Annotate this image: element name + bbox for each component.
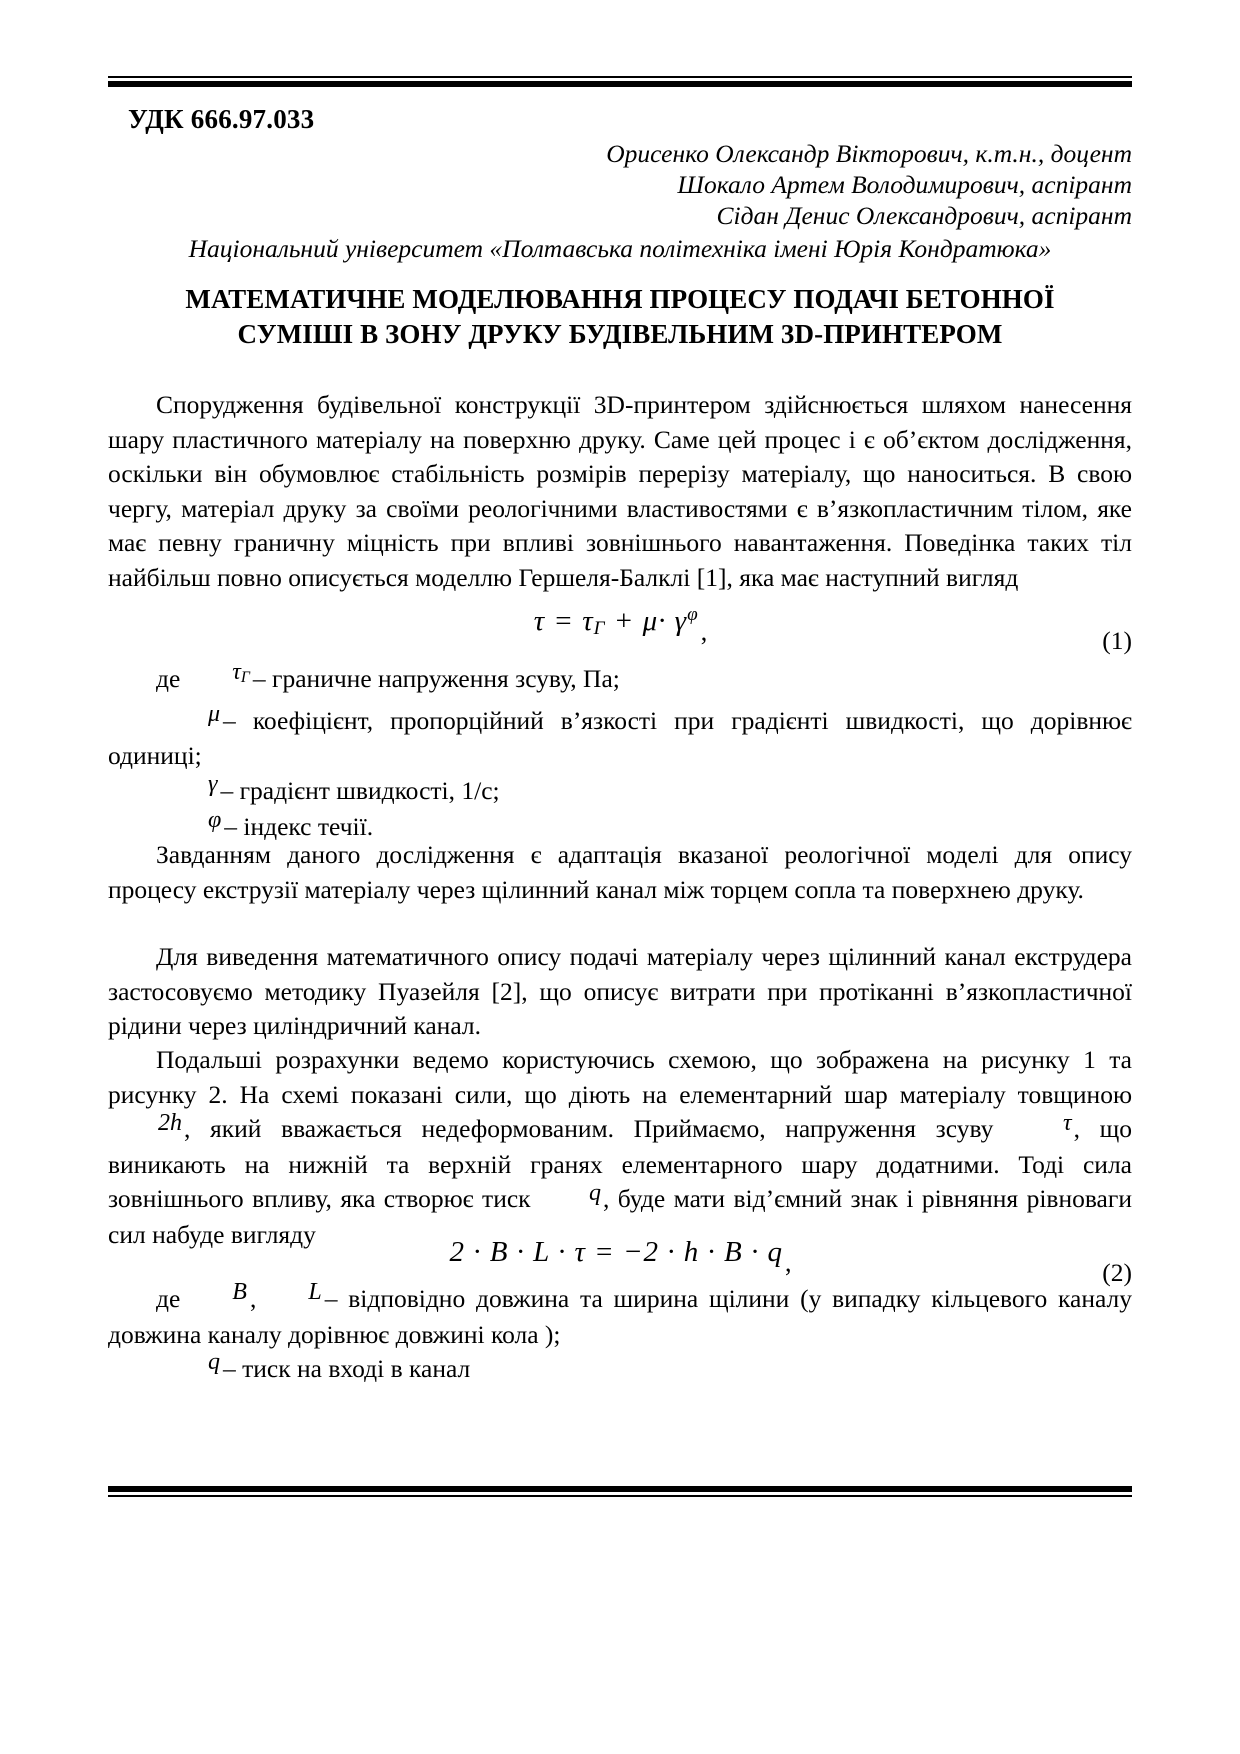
definition-tau-g	[108, 659, 1132, 704]
paragraph-intro: Спорудження будівельної конструкції 3D-принтером здійснюється шляхом нанесення шару пластичного матеріалу на поверхню друку. Саме цей процес і є об’єктом дослідження, оскільки він обумовлює стабільність розмірів перерізу матеріалу, що наноситься. В свою чергу, матеріал друку за своїми реологічними властивостями є в’язкопластичним тілом, яке має певну граничну міцність при впливі зовнішнього навантаження. Поведінка таких тіл найбільш повно описується моделлю Гершеля-Балклі [1], яка має наступний вигляд	[108, 390, 1132, 592]
equation-1-row	[108, 604, 1132, 655]
definition-mu	[108, 700, 1132, 774]
eq1-mu: μ	[642, 604, 659, 637]
definition-bl	[108, 1279, 1132, 1352]
header-rule-top	[108, 76, 1132, 87]
author-line-3: Сідан Денис Олександрович, аспірант	[716, 201, 1132, 230]
inline-symbol-two-h: 2h	[158, 1110, 182, 1137]
page-title	[108, 282, 1132, 352]
author-block	[108, 138, 1132, 264]
title-line-1: МАТЕМАТИЧНЕ МОДЕЛЮВАННЯ ПРОЦЕСУ ПОДАЧІ БЕТОННОЇ	[185, 284, 1055, 314]
definition-mu-text: – коефіцієнт, пропорційний в’язкості при градієнті швидкості, що дорівнює одиниці;	[108, 705, 1132, 771]
equation-1-body	[108, 604, 1132, 646]
definition-de-label: де	[156, 664, 181, 693]
inline-symbol-q: q	[588, 1180, 601, 1207]
equation-2-body	[108, 1236, 1132, 1277]
definition-gamma	[108, 770, 1132, 810]
eq1-rhs-tau-sub: Γ	[593, 618, 606, 640]
eq1-equals: =	[553, 604, 574, 637]
paragraph-scheme	[108, 1043, 1132, 1253]
affiliation-line: Національний університет «Полтавська політехніка імені Юрія Кондратюка»	[188, 234, 1052, 263]
definition-bl-comma: ,	[249, 1284, 257, 1313]
author-line-1: Орисенко Олександр Вікторович, к.т.н., доцент	[606, 139, 1132, 168]
definition-tau-g-text: – граничне напруження зсуву, Па;	[252, 664, 620, 693]
definition-q	[108, 1349, 1132, 1388]
paragraph-intro-wrap	[108, 388, 1132, 596]
equation-2-row	[108, 1236, 1132, 1287]
definition-gamma-text: – градієнт швидкості, 1/с;	[220, 775, 500, 805]
symbol-phi: φ	[208, 806, 222, 833]
eq1-plus: +	[613, 604, 635, 637]
scheme-text-a: Подальші розрахунки ведемо користуючись схемою, що зображена на рисунку 1 та рисунку 2. На схемі показані сили, що діють на елементарний шар матеріалу товщиною	[108, 1045, 1132, 1109]
symbol-mu: μ	[208, 700, 221, 727]
eq1-gamma: γ	[674, 604, 688, 637]
equation-2-number: (2)	[1102, 1258, 1132, 1287]
eq1-gamma-sup: φ	[687, 604, 699, 625]
symbol-tau: τ	[232, 659, 241, 685]
footer-rule-thin-line	[108, 1495, 1132, 1497]
definition-bl-de-label: де	[156, 1284, 181, 1313]
inline-symbol-tau: τ	[1063, 1110, 1072, 1137]
paragraph-task-wrap	[108, 838, 1132, 907]
eq2-expression: 2 · B · L · τ = −2 · h · B · q	[449, 1236, 784, 1268]
paragraph-method: Для виведення математичного опису подачі матеріалу через щілинний канал екструдера застосовуємо методику Пуазейля [2], що описує витрати при протіканні в’язкопластичної рідини через циліндричний канал.	[108, 942, 1132, 1041]
paragraph-task: Завданням даного дослідження є адаптація вказаної реологічної моделі для опису процесу екструзії матеріалу через щілинний канал між торцем сопла та поверхнею друку.	[108, 840, 1132, 904]
symbol-b: B	[232, 1279, 247, 1305]
author-line-2: Шокало Артем Володимирович, аспірант	[677, 170, 1132, 199]
symbol-tau-gamma	[180, 655, 253, 696]
definition-bl-text: – відповідно довжина та ширина щілини (у випадку кільцевого каналу довжина каналу дорівнює довжині кола );	[108, 1284, 1132, 1349]
symbol-tau-subscript: Γ	[240, 669, 250, 687]
symbol-q: q	[208, 1349, 220, 1376]
rule-thick-line	[108, 81, 1132, 87]
definitions-block-1	[108, 659, 1132, 845]
symbol-l: L	[308, 1279, 322, 1305]
eq1-comma: ,	[700, 616, 709, 646]
eq1-rhs-tau: τ	[582, 604, 594, 637]
eq1-dot: ·	[658, 604, 667, 637]
title-line-2: СУМІШІ В ЗОНУ ДРУКУ БУДІВЕЛЬНИМ 3D-ПРИНТЕРОМ	[237, 319, 1003, 349]
eq1-lhs: τ	[533, 604, 546, 637]
symbol-gamma: γ	[208, 770, 218, 797]
definition-phi-text: – індекс течії.	[224, 811, 374, 841]
equation-1-number: (1)	[1102, 626, 1132, 655]
udk-code: УДК 666.97.033	[128, 104, 315, 134]
eq2-comma: ,	[785, 1248, 793, 1277]
scheme-text-c: , що виникають на нижній та верхній гранях елементарного шару додатними. Тоді сила зовнішнього впливу, яка створює тиск	[108, 1114, 1132, 1214]
definitions-block-2	[108, 1279, 1132, 1388]
paragraph-scheme-wrap	[108, 1043, 1132, 1253]
scheme-text-d: , буде мати від’ємний знак і рівняння рівноваги сил набуде вигляду	[108, 1184, 1132, 1249]
paragraph-method-wrap	[108, 940, 1132, 1044]
footer-rule-bottom	[108, 1486, 1132, 1497]
definition-q-text: – тиск на вході в канал	[223, 1354, 471, 1384]
scheme-text-b: , який вважається недеформованим. Приймаємо, напруження зсуву	[184, 1114, 1013, 1144]
